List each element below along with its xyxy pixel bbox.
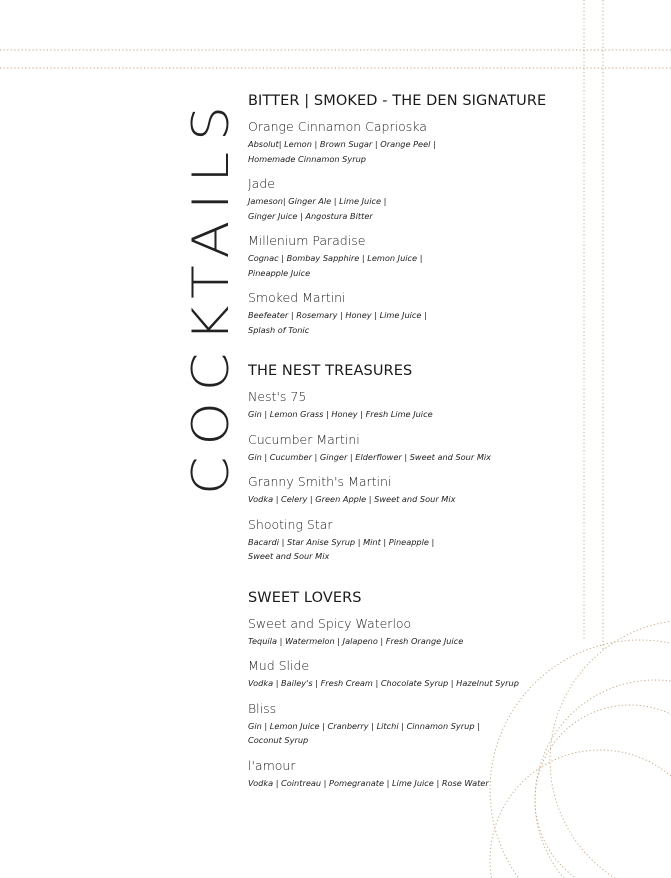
item-name: Cucumber Martini [248, 431, 360, 447]
item-name: Bliss [248, 700, 277, 716]
menu-section [248, 363, 578, 564]
item-name: Smoked Martini [248, 290, 346, 305]
item-ingredients: Gin | Cucumber | Ginger | Elderflower | Sweet and Sour Mix [248, 451, 492, 462]
item-name: Jade [248, 176, 275, 191]
menu-item [248, 616, 578, 649]
item-name: Nest's 75 [248, 389, 307, 404]
item-name: Mud Slide [248, 658, 310, 673]
section-title: SWEET LOVERS [248, 589, 362, 606]
menu-item [248, 233, 578, 280]
menu-item [248, 701, 578, 748]
menu-item [248, 119, 578, 166]
section-title: BITTER | SMOKED - THE DEN SIGNATURE [248, 93, 547, 109]
menu-item [248, 432, 578, 465]
item-ingredients: Vodka | Bailey's | Fresh Cream | Chocolate Syrup | Hazelnut Syrup [248, 678, 519, 688]
item-name: Millenium Paradise [248, 233, 366, 248]
menu-item [248, 658, 578, 691]
item-ingredients: Tequila | Watermelon | Jalapeno | Fresh Orange Juice [248, 635, 464, 646]
menu-item [248, 517, 578, 564]
item-ingredients: Cognac | Bombay Sapphire | Lemon Juice | Pineapple Juice [248, 253, 423, 278]
item-name: l'amour [248, 757, 296, 773]
menu-item [248, 474, 578, 507]
menu-item [248, 290, 578, 337]
menu-list [248, 93, 578, 816]
item-name: Granny Smith's Martini [248, 474, 392, 489]
item-ingredients: Bacardi | Star Anise Syrup | Mint | Pineapple | Sweet and Sour Mix [248, 536, 435, 561]
menu-item [248, 758, 578, 791]
vertical-title-text: COCKTAILS [182, 131, 240, 495]
menu-section [248, 590, 578, 791]
item-ingredients: Gin | Lemon Juice | Cranberry | Litchi | Cinnamon Syrup | Coconut Syrup [248, 720, 480, 745]
menu-item [248, 176, 578, 223]
item-ingredients: Gin | Lemon Grass | Honey | Fresh Lime Juice [248, 409, 433, 419]
menu-section [248, 93, 578, 337]
item-ingredients: Vodka | Cointreau | Pomegranate | Lime Juice | Rose Water [248, 777, 489, 788]
item-name: Shooting Star [248, 516, 333, 532]
item-ingredients: Beefeater | Rosemary | Honey | Lime Juice | Splash of Tonic [248, 310, 427, 335]
vertical-title [70, 95, 240, 495]
item-name: Sweet and Spicy Waterloo [248, 615, 412, 631]
item-ingredients: Absolut| Lemon | Brown Sugar | Orange Peel | Homemade Cinnamon Syrup [248, 139, 436, 164]
item-ingredients: Jameson| Ginger Ale | Lime Juice | Ginger Juice | Angostura Bitter [248, 196, 387, 221]
item-name: Orange Cinnamon Caprioska [248, 119, 427, 134]
menu-item [248, 389, 578, 422]
item-ingredients: Vodka | Celery | Green Apple | Sweet and Sour Mix [248, 494, 456, 504]
section-title: THE NEST TREASURES [248, 363, 413, 379]
